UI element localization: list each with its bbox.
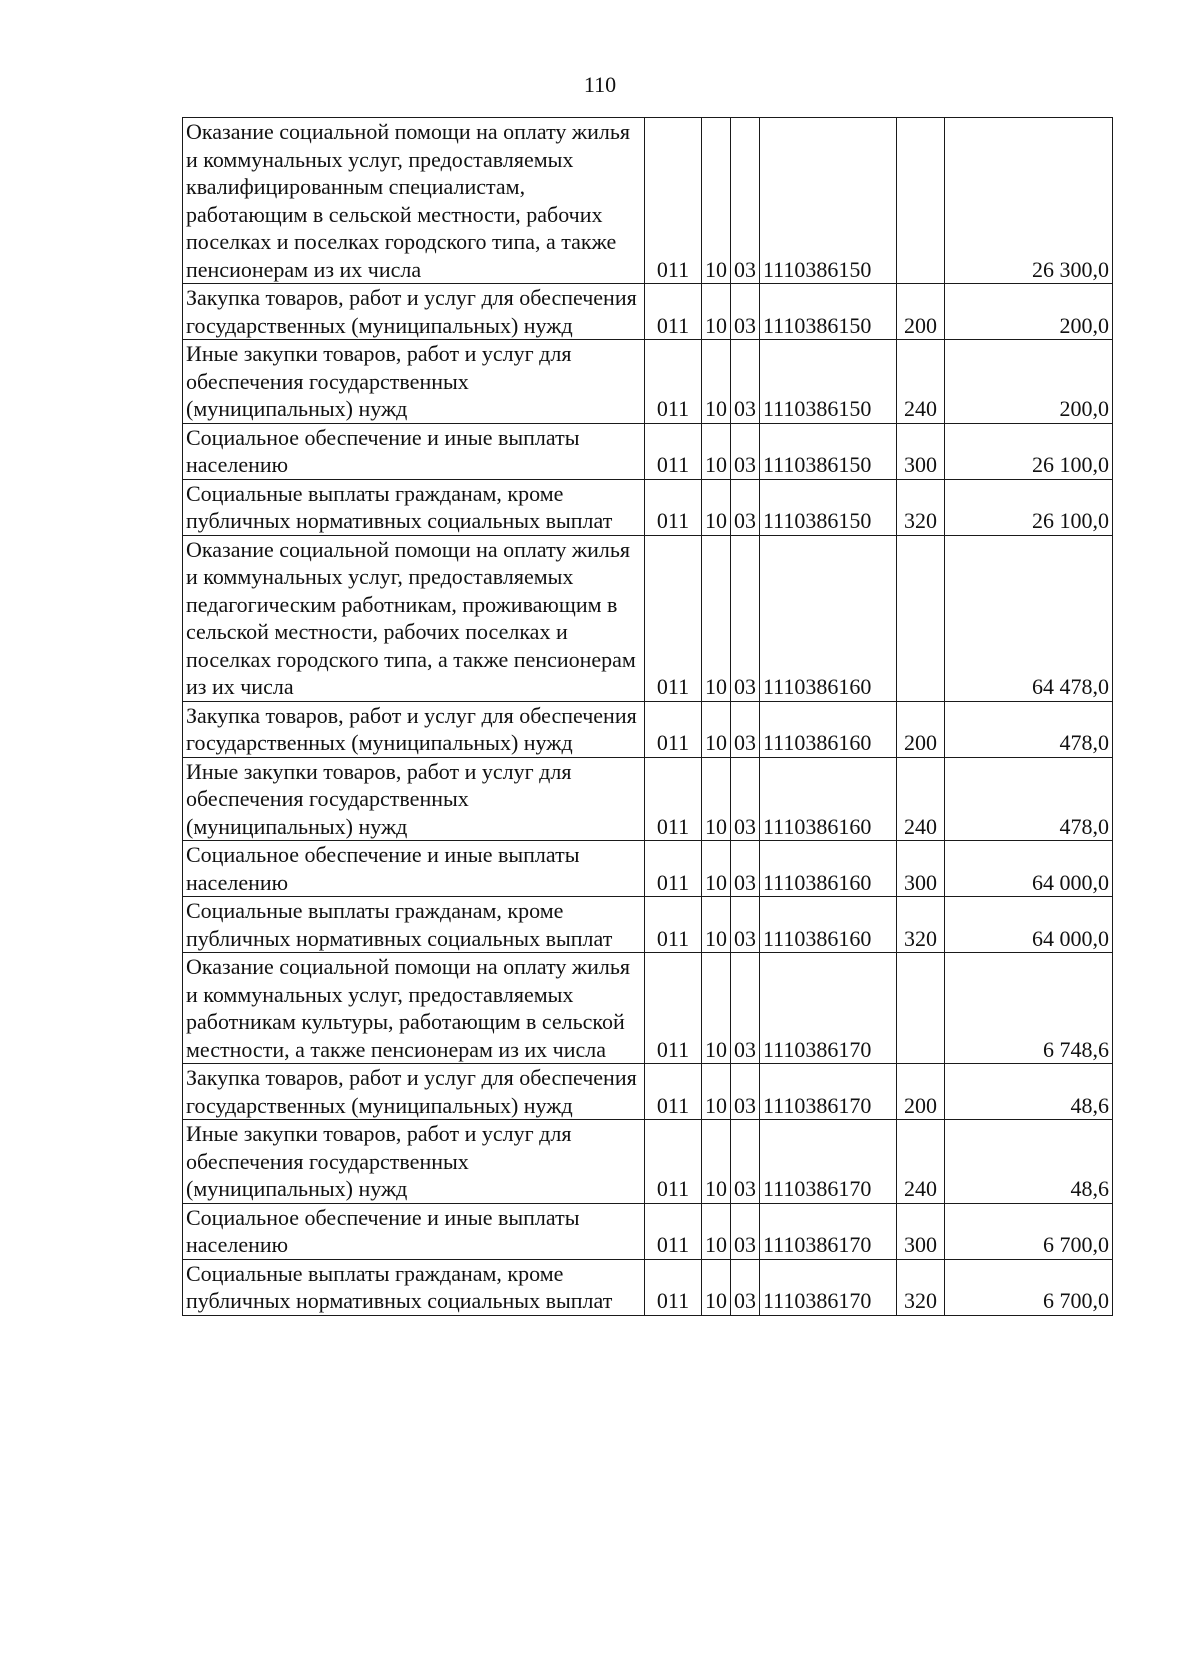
row-expense-type-code: 300 <box>897 841 945 897</box>
row-target-article-code: 1110386150 <box>760 340 897 424</box>
row-name: Социальное обеспечение и иные выплаты населению <box>183 841 645 897</box>
row-amount: 48,6 <box>945 1120 1113 1204</box>
row-section-code: 10 <box>702 479 731 535</box>
row-section-code: 10 <box>702 1203 731 1259</box>
row-expense-type-code: 240 <box>897 757 945 841</box>
row-target-article-code: 1110386150 <box>760 284 897 340</box>
row-amount: 6 700,0 <box>945 1259 1113 1315</box>
table-row <box>183 284 1113 340</box>
row-amount: 26 300,0 <box>945 118 1113 284</box>
table-row <box>183 841 1113 897</box>
row-amount: 64 478,0 <box>945 535 1113 701</box>
row-subsection-code: 03 <box>731 953 760 1064</box>
row-amount: 64 000,0 <box>945 841 1113 897</box>
row-expense-type-code: 200 <box>897 701 945 757</box>
row-amount: 200,0 <box>945 340 1113 424</box>
table-row <box>183 1120 1113 1204</box>
row-section-code: 10 <box>702 953 731 1064</box>
row-section-code: 10 <box>702 423 731 479</box>
row-subsection-code: 03 <box>731 841 760 897</box>
row-subsection-code: 03 <box>731 479 760 535</box>
row-ministry-code: 011 <box>645 1120 702 1204</box>
row-target-article-code: 1110386170 <box>760 1064 897 1120</box>
row-subsection-code: 03 <box>731 535 760 701</box>
row-ministry-code: 011 <box>645 284 702 340</box>
row-name: Иные закупки товаров, работ и услуг для обеспечения государственных (муниципальных) нужд <box>183 757 645 841</box>
table-row <box>183 757 1113 841</box>
row-expense-type-code: 200 <box>897 284 945 340</box>
row-target-article-code: 1110386160 <box>760 535 897 701</box>
row-expense-type-code: 200 <box>897 1064 945 1120</box>
row-name: Иные закупки товаров, работ и услуг для обеспечения государственных (муниципальных) нужд <box>183 1120 645 1204</box>
row-section-code: 10 <box>702 757 731 841</box>
row-ministry-code: 011 <box>645 897 702 953</box>
row-amount: 48,6 <box>945 1064 1113 1120</box>
row-section-code: 10 <box>702 1259 731 1315</box>
row-target-article-code: 1110386170 <box>760 953 897 1064</box>
table-row <box>183 340 1113 424</box>
row-expense-type-code: 320 <box>897 897 945 953</box>
row-name: Социальные выплаты гражданам, кроме публичных нормативных социальных выплат <box>183 897 645 953</box>
row-section-code: 10 <box>702 1064 731 1120</box>
row-section-code: 10 <box>702 340 731 424</box>
row-subsection-code: 03 <box>731 284 760 340</box>
row-name: Закупка товаров, работ и услуг для обеспечения государственных (муниципальных) нужд <box>183 701 645 757</box>
row-ministry-code: 011 <box>645 118 702 284</box>
row-ministry-code: 011 <box>645 757 702 841</box>
row-amount: 478,0 <box>945 701 1113 757</box>
table-row <box>183 423 1113 479</box>
row-ministry-code: 011 <box>645 1203 702 1259</box>
row-amount: 200,0 <box>945 284 1113 340</box>
table-row <box>183 1064 1113 1120</box>
table-row <box>183 953 1113 1064</box>
row-ministry-code: 011 <box>645 479 702 535</box>
table-row <box>183 1203 1113 1259</box>
page-number: 110 <box>583 72 617 97</box>
row-name: Социальное обеспечение и иные выплаты населению <box>183 423 645 479</box>
row-name: Оказание социальной помощи на оплату жилья и коммунальных услуг, предоставляемых работникам культуры, работающим в сельской местности, а также пенсионерам из их числа <box>183 953 645 1064</box>
row-target-article-code: 1110386150 <box>760 423 897 479</box>
row-subsection-code: 03 <box>731 1120 760 1204</box>
row-expense-type-code: 320 <box>897 1259 945 1315</box>
row-target-article-code: 1110386160 <box>760 701 897 757</box>
row-expense-type-code <box>897 953 945 1064</box>
row-target-article-code: 1110386160 <box>760 897 897 953</box>
row-ministry-code: 011 <box>645 953 702 1064</box>
row-amount: 6 748,6 <box>945 953 1113 1064</box>
row-subsection-code: 03 <box>731 118 760 284</box>
row-expense-type-code <box>897 118 945 284</box>
row-name: Иные закупки товаров, работ и услуг для обеспечения государственных (муниципальных) нужд <box>183 340 645 424</box>
row-subsection-code: 03 <box>731 423 760 479</box>
row-ministry-code: 011 <box>645 423 702 479</box>
table-row <box>183 118 1113 284</box>
row-target-article-code: 1110386160 <box>760 841 897 897</box>
row-target-article-code: 1110386150 <box>760 118 897 284</box>
row-ministry-code: 011 <box>645 340 702 424</box>
row-name: Оказание социальной помощи на оплату жилья и коммунальных услуг, предоставляемых педагогическим работникам, проживающим в сельской местности, рабочих поселках и поселках городского типа, а также пенсионерам из их числа <box>183 535 645 701</box>
row-ministry-code: 011 <box>645 1259 702 1315</box>
row-target-article-code: 1110386170 <box>760 1120 897 1204</box>
row-subsection-code: 03 <box>731 897 760 953</box>
row-target-article-code: 1110386170 <box>760 1259 897 1315</box>
table-row <box>183 701 1113 757</box>
row-target-article-code: 1110386150 <box>760 479 897 535</box>
row-amount: 26 100,0 <box>945 479 1113 535</box>
row-name: Закупка товаров, работ и услуг для обеспечения государственных (муниципальных) нужд <box>183 1064 645 1120</box>
row-ministry-code: 011 <box>645 841 702 897</box>
table-body <box>183 118 1113 1316</box>
row-name: Социальные выплаты гражданам, кроме публичных нормативных социальных выплат <box>183 479 645 535</box>
row-name: Социальное обеспечение и иные выплаты населению <box>183 1203 645 1259</box>
row-target-article-code: 1110386170 <box>760 1203 897 1259</box>
row-subsection-code: 03 <box>731 701 760 757</box>
table-row <box>183 1259 1113 1315</box>
budget-table <box>182 117 1113 1316</box>
row-amount: 26 100,0 <box>945 423 1113 479</box>
row-section-code: 10 <box>702 701 731 757</box>
row-name: Оказание социальной помощи на оплату жилья и коммунальных услуг, предоставляемых квалифицированным специалистам, работающим в сельской местности, рабочих поселках и поселках городского типа, а также пенсионерам из их числа <box>183 118 645 284</box>
table-row <box>183 897 1113 953</box>
table-row <box>183 479 1113 535</box>
row-amount: 64 000,0 <box>945 897 1113 953</box>
row-section-code: 10 <box>702 284 731 340</box>
row-expense-type-code: 300 <box>897 423 945 479</box>
row-subsection-code: 03 <box>731 340 760 424</box>
row-ministry-code: 011 <box>645 1064 702 1120</box>
row-expense-type-code: 240 <box>897 340 945 424</box>
row-ministry-code: 011 <box>645 535 702 701</box>
row-section-code: 10 <box>702 897 731 953</box>
row-subsection-code: 03 <box>731 1064 760 1120</box>
row-section-code: 10 <box>702 1120 731 1204</box>
row-amount: 478,0 <box>945 757 1113 841</box>
row-expense-type-code: 320 <box>897 479 945 535</box>
row-name: Закупка товаров, работ и услуг для обеспечения государственных (муниципальных) нужд <box>183 284 645 340</box>
row-section-code: 10 <box>702 535 731 701</box>
row-section-code: 10 <box>702 118 731 284</box>
row-expense-type-code <box>897 535 945 701</box>
row-ministry-code: 011 <box>645 701 702 757</box>
row-subsection-code: 03 <box>731 1259 760 1315</box>
row-subsection-code: 03 <box>731 757 760 841</box>
row-section-code: 10 <box>702 841 731 897</box>
table-row <box>183 535 1113 701</box>
row-target-article-code: 1110386160 <box>760 757 897 841</box>
row-name: Социальные выплаты гражданам, кроме публичных нормативных социальных выплат <box>183 1259 645 1315</box>
row-amount: 6 700,0 <box>945 1203 1113 1259</box>
row-expense-type-code: 300 <box>897 1203 945 1259</box>
row-expense-type-code: 240 <box>897 1120 945 1204</box>
row-subsection-code: 03 <box>731 1203 760 1259</box>
